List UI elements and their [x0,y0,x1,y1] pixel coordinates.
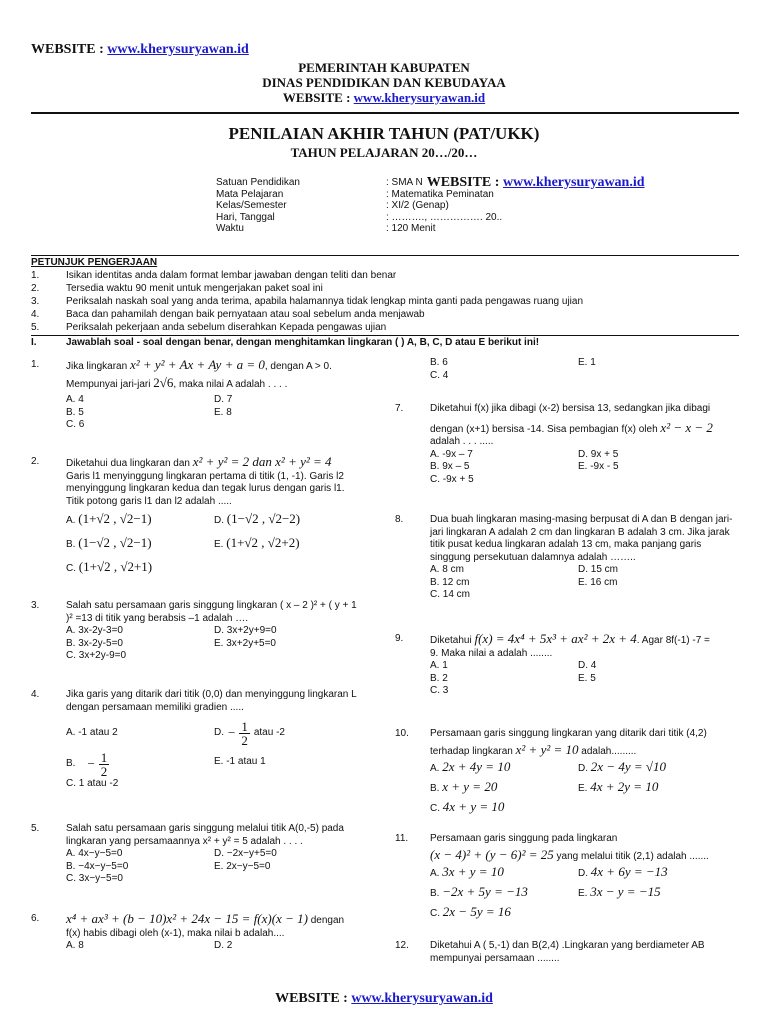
exam-subtitle: TAHUN PELAJARAN 20…/20… [290,145,478,160]
math-expression: x⁴ + ax³ + (b − 10)x² + 24x − 15 = f(x)(x − 1) [66,911,308,926]
option[interactable]: D. (1−√2 , √2−2) [214,511,301,526]
instructions-heading: PETUNJUK PENGERJAAN [31,257,158,268]
math-expression: 2√6 [153,374,174,390]
info-row: Kelas/Semester : XI/2 (Genap) [216,200,449,211]
option[interactable]: E. 3x+2y+5=0 [214,637,276,649]
option[interactable]: A. 1 [430,660,448,671]
option[interactable]: C. 3x+2y-9=0 [66,650,127,661]
option[interactable]: D. 2 [214,940,233,951]
option[interactable]: E. 2x−y−5=0 [214,860,271,872]
option[interactable]: E. (1+√2 , √2+2) [214,535,300,550]
option[interactable]: B. 9x – 5 [430,461,470,472]
top-website-link[interactable]: www.kherysuryawan.id [107,42,249,57]
header-website-line: WEBSITE : www.kherysuryawan.id [282,90,486,105]
header-divider [31,112,739,114]
option[interactable]: A. 4x−y−5=0 [66,848,123,859]
option[interactable]: C. 14 cm [430,589,471,600]
info-row: Mata Pelajaran : Matematika Peminatan [216,188,494,200]
option[interactable]: A. 2x + 4y = 10 [430,759,511,774]
exam-info [216,177,736,235]
option[interactable]: B. − $\frac{1}{2}$ [66,750,108,779]
option[interactable]: D. 3x+2y+9=0 [214,625,277,636]
instruction-item: 2. Tersedia waktu 90 menit untuk mengerjakan paket soal ini [31,283,323,294]
option[interactable]: D. 15 cm [578,564,619,575]
option[interactable]: D. −2x−y+5=0 [214,848,277,859]
option[interactable]: D. − $\frac{1}{2}$ atau -2 [214,719,285,748]
instruction-item: 5. Periksalah pekerjaan anda sebelum diserahkan Kepada pengawas ujian [31,322,387,333]
option[interactable]: C. 6 [66,419,85,430]
option[interactable]: A. 3x + y = 10 [430,864,504,879]
option[interactable]: C. (1+√2 , √2+1) [66,559,153,574]
option[interactable]: D. 4 [578,660,597,671]
option[interactable]: C. 1 atau -2 [66,778,119,789]
option[interactable]: E. 1 [578,357,596,368]
option[interactable]: A. 4 [66,394,84,405]
option[interactable]: D. 2x − 4y = √10 [578,759,667,774]
left-column: 1. Jika lingkaran x² + y² + Ax + Ay + a = 0, dengan A > 0. Mempunyai jari-jari 2√6, maka nilai A adalah . . . . A. 4 D. 7 B. 5 E. 8 C. 6 2. Diketahui dua lingkaran dan x² + y² = 2 dan x² + y² = 4 Garis l1 menyinggung lingkaran pertama di titik (1, -1). Garis l2 menyinggung lingkaran kedua dan tegak lurus dengan garis l1. Titik potong garis l1 dan l2 adalah ..... A. (1+√2 , √2−1) D. (1−√2 , √2−2) B. (1−√2 , √2−1) E. (1+√2 , √2+2) C. (1+√2 , √2+1) 3. Salah satu persamaan garis singgung lingkaran ( x – 2 )² + ( y + 1 )² =13 di titik yang berabsis –1 adalah …. A. 3x-2y-3=0 D. 3x+2y+9=0 B. 3x-2y-5=0 E. 3x+2y+5=0 C. 3x+2y-9=0 4. Jika garis yang ditarik dari titik (0,0) dan menyinggung lingkaran L dengan persamaan memiliki gradien ..... A. -1 atau 2 D. − $\frac{1}{2}$ atau -2 B. − $\frac{1}{2}$ E. -1 atau 1 C. 1 atau -2 5. Salah satu persamaan garis singgung melalui titik A(0,-5) pada lingkaran yang persamaannya x² + y² = 5 adalah . . . . A. 4x−y−5=0 D. −2x−y+5=0 B. −4x−y−5=0 E. 2x−y−5=0 C. 3x−y−5=0 6. x⁴ + ax³ + (b − 10)x² + 24x − 15 = f(x)(x − 1) dengan f(x) habis dibagi oleh (x-1), maka nilai b adalah.... A. 8 D. 2 [31,355,361,965]
fraction: $\frac{1}{2}$ [241,719,248,748]
option[interactable]: C. 4 [430,369,449,381]
option[interactable]: B. 3x-2y-5=0 [66,637,123,649]
option[interactable]: A. 8 cm [430,564,464,575]
option[interactable]: C. 4x + y = 10 [430,799,505,814]
option[interactable]: B. 5 [66,406,84,418]
math-expression: (x − 4)² + (y − 6)² = 25 [430,846,554,862]
option[interactable]: B. 2 [430,672,448,684]
instruction-item: 3. Periksalah naskah soal yang anda terima, apabila halamannya tidak lengkap minta ganti pada pengawas ruang ujian [31,296,584,307]
header-line1: PEMERINTAH KABUPATEN [298,60,470,75]
option[interactable]: C. -9x + 5 [430,473,474,485]
info-row: Hari, Tanggal : ………., ……………. 20.. [216,211,503,223]
top-website-line: WEBSITE : www.kherysuryawan.id [31,42,249,57]
info-website-line: WEBSITE : www.kherysuryawan.id [426,175,645,190]
option[interactable]: D. 9x + 5 [578,448,619,460]
fraction: $\frac{1}{2}$ [100,750,108,779]
option[interactable]: B. −2x + 5y = −13 [430,884,528,899]
option[interactable]: E. 4x + 2y = 10 [578,779,659,794]
option[interactable]: E. 16 cm [578,576,618,588]
math-expression: x² + y² = 2 dan x² + y² = 4 [192,454,332,469]
option[interactable]: B. (1−√2 , √2−1) [66,535,152,550]
footer-website-line: WEBSITE : www.kherysuryawan.id [275,991,493,1006]
option[interactable]: D. 4x + 6y = −13 [578,864,668,879]
option[interactable]: B. 12 cm [430,576,470,588]
math-expression: x² + y² = 10 [515,741,579,757]
option[interactable]: E. -1 atau 1 [214,756,266,768]
info-row: Satuan Pendidikan : SMA N WEBSITE : www.kherysuryawan.id [216,175,645,190]
math-expression: x² − x − 2 [660,419,713,435]
option[interactable]: A. -1 atau 2 [66,727,118,739]
option[interactable]: E. 3x − y = −15 [578,884,661,899]
option[interactable]: C. 3x−y−5=0 [66,873,123,884]
option[interactable]: A. 3x-2y-3=0 [66,625,123,636]
option[interactable]: C. 2x − 5y = 16 [430,904,511,919]
header-line2: DINAS PENDIDIKAN DAN KEBUDAYAA [262,75,506,90]
option[interactable]: B. −4x−y−5=0 [66,860,129,872]
instruction-item: 4. Baca dan pahamilah dengan baik pernyataan atau soal sebelum anda menjawab [31,309,425,320]
math-expression: f(x) = 4x⁴ + 5x³ + ax² + 2x + 4 [474,631,637,646]
exam-title: PENILAIAN AKHIR TAHUN (PAT/UKK) [228,124,540,143]
instructions-divider [31,335,739,336]
instruction-item: 1. Isikan identitas anda dalam format lembar jawaban dengan teliti dan benar [31,270,397,281]
option[interactable]: E. 8 [214,406,232,418]
option[interactable]: E. 5 [578,672,596,684]
option[interactable]: C. 3 [430,685,449,696]
right-column: B. 6 E. 1 C. 4 7. Diketahui f(x) jika dibagi (x-2) bersisa 13, sedangkan jika dibagi dengan (x+1) bersisa -14. Sisa pembagian f(x) oleh x² − x − 2 adalah . . . ..... A. -9x – 7 D. 9x + 5 B. 9x – 5 E. -9x - 5 C. -9x + 5 8. Dua buah lingkaran masing-masing berpusat di A dan B dengan jari-jari lingkaran A adalah 2 cm dan lingkaran B adalah 3 cm. Jika jarak titik pusat kedua lingkaran adalah 13 cm, maka panjang garis singgung persekutuan dalamnya adalah …….. A. 8 cm D. 15 cm B. 12 cm E. 16 cm C. 14 cm 9. Diketahui f(x) = 4x⁴ + 5x³ + ax² + 2x + 4. Agar 8f(-1) -7 = 9. Maka nilai a adalah ........ A. 1 D. 4 B. 2 E. 5 C. 3 10. Persamaan garis singgung lingkaran yang ditarik dari titik (4,2) terhadap lingkaran x² + y² = 10 adalah......... A. 2x + 4y = 10 D. 2x − 4y = √10 B. x + y = 20 E. 4x + 2y = 10 C. 4x + y = 10 11. Persamaan garis singgung pada lingkaran (x − 4)² + (y − 6)² = 25 yang melalui titik (2,1) adalah ....... A. 3x + y = 10 D. 4x + 6y = −13 B. −2x + 5y = −13 E. 3x − y = −15 C. 2x − 5y = 16 12. Diketahui A ( 5,-1) dan B(2,4) .Lingkaran yang berdiameter AB mempunyai persamaan ........ [395,357,733,964]
info-website-link[interactable]: www.kherysuryawan.id [502,175,645,190]
option[interactable]: E. -9x - 5 [578,461,619,472]
header-website-link[interactable]: www.kherysuryawan.id [353,90,486,105]
info-row: Waktu : 120 Menit [216,223,436,234]
math-expression: x² + y² + Ax + Ay + a = 0 [129,357,265,372]
footer-website-link[interactable]: www.kherysuryawan.id [351,991,493,1006]
option[interactable]: D. 7 [214,394,233,405]
option[interactable]: A. -9x – 7 [430,448,473,460]
section-heading: I. Jawablah soal - soal dengan benar, dengan menghitamkan lingkaran ( ) A, B, C, D atau E berikut ini! [31,337,540,348]
option[interactable]: B. x + y = 20 [430,779,498,794]
option[interactable]: B. 6 [430,357,448,368]
option[interactable]: A. 8 [66,940,84,951]
instructions [31,256,739,334]
option[interactable]: A. (1+√2 , √2−1) [66,511,152,526]
